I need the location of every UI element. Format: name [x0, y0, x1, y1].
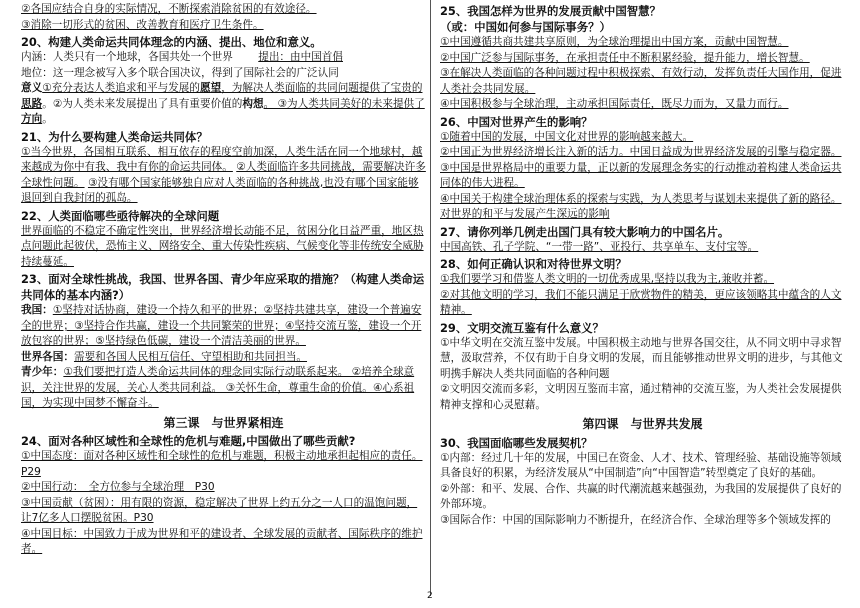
question-23: 23、面对全球性挑战，我国、世界各国、青少年应采取的措施？（构建人类命运共同体的基本内涵?）: [21, 272, 425, 302]
question-25-subtitle: （或：中国如何参与国际事务？）: [440, 20, 611, 34]
meaning-text: 。 ③为人类共同美好的未来提供了: [263, 97, 425, 110]
answer-24-point: ①中国态度：面对各种区域性和全球性的危机与难题，积极主动地承担起相应的责任。P29: [21, 450, 423, 478]
question-20: 20、构建人类命运共同体理念的内涵、提出、地位和意义。: [21, 35, 322, 49]
answer-22: 世界面临的不稳定不确定性突出，世界经济增长动能不足，贫困分化日益严重，地区热点问题此起彼伏，恐怖主义、网络安全、重大传染性疾病、气候变化等非传统安全威胁持续蔓延。: [21, 224, 424, 268]
answer-25-point: ①中国遵循共商共建共享原则，为全球治理提出中国方案，贡献中国智慧。: [440, 36, 789, 48]
right-column: [440, 2, 845, 528]
answer-line: ③消除一切形式的贫困、改善教育和医疗卫生条件。: [21, 18, 264, 31]
answer-25-point: ④中国积极参与全球治理，主动承担国际责任，既尽力而为，又量力而行。: [440, 98, 789, 110]
answer-26-point: ④中国关于构建全球治理体系的探索与实践，为人类思考与谋划未来提供了新的路径。对世界的和平与发展产生深远的影响: [440, 192, 842, 220]
answer-23-youth: [21, 365, 426, 412]
question-21: 21、为什么要构建人类命运共同体？: [21, 129, 208, 144]
section-title-lesson-3: 第三课 与世界紧相连: [163, 415, 284, 430]
answer-24-point: ④中国目标：中国致力于成为世界和平的建设者、全球发展的贡献者、国际秩序的维护者。: [21, 527, 423, 555]
meaning-label: 意义: [21, 82, 43, 94]
answer-23-china: [21, 303, 426, 350]
answer-20-meaning: [21, 81, 426, 128]
answer-label: 我国：: [21, 304, 53, 316]
question-24: 24、面对各种区域性和全球性的危机与难题,中国做出了哪些贡献?: [21, 434, 356, 448]
answer-30-point: ③国际合作：中国的国际影响力不断提升，在经济合作、全球治理等多个领域发挥的: [440, 513, 831, 526]
meaning-text: 。: [42, 113, 53, 125]
answer-24-point: ②中国行动： 全方位参与全球治理 P30: [21, 481, 215, 493]
question-29: 29、文明交流互鉴有什么意义？: [440, 320, 604, 335]
answer-23-youth-text: ①我们要把打造人类命运共同体的理念同实际行动联系起来。 ②培养全球意识，关注世界的发展，关心人类共同利益。 ③关怀生命，尊重生命的价值。④心系祖国，为实现中国梦不懈奋斗。: [21, 366, 415, 409]
answer-26-point: ①随着中国的发展，中国文化对世界的影响越来越大。: [440, 130, 694, 143]
answer-30-point: ①内部：经过几十年的发展，中国已在资金、人才、技术、管理经验、基础设施等领域具备良好的积累，为经济发展从“中国制造”向“中国智造”转型奠定了良好的基础。: [440, 451, 842, 479]
answer-23-world-text: 需要和各国人民相互信任、守望相助和共同担当。: [73, 350, 308, 363]
answer-26-point: ③中国是世界格局中的重要力量，正以新的发展理念务实的行动推动着构建人类命运共同体的伟大进程。: [440, 161, 842, 189]
answer-30-point: ②外部：和平、发展、合作、共赢的时代潮流越来越强劲，为我国的发展提供了良好的外部环境。: [440, 482, 842, 510]
answer-25-point: ②中国广泛参与国际事务，在承担责任中不断积累经验，提升能力，增长智慧。: [440, 51, 810, 64]
answer-23-china-text: ①坚持对话协商，建设一个持久和平的世界；②坚持共建共享，建设一个普遍安全的世界；③坚持合作共赢，建设一个共同繁荣的世界；④坚持交流互鉴，建设一个开放包容的世界；⑤坚持绿色低碳，建设一个清洁美丽的世界。: [21, 304, 422, 347]
column-divider: [430, 0, 431, 596]
section-title-lesson-4: 第四课 与世界共发展: [582, 417, 703, 431]
question-30: 30、我国面临哪些发展契机？: [440, 435, 593, 450]
meaning-text: 。②为人类未来发展提出了具有重要价值的: [42, 97, 243, 110]
answer-21-point: ②人类面临许多共同挑战，需要解决许多全球性问题。: [21, 161, 426, 189]
answer-26-point: ②中国正为世界经济增长注入新的活力。中国日益成为世界经济发展的引擎与稳定器。: [440, 146, 842, 158]
answer-21: [21, 145, 426, 207]
answer-21-point: ①当今世界，各国相互联系、相互依存的程度空前加深，人类生活在同一个地球村，越来越成为你中有我、我中有你的命运共同体。: [21, 145, 423, 173]
answer-29-point: ①中华文明在交流互鉴中发展。中国积极主动地与世界各国交往，从不同文明中寻求智慧，汲取营养，不仅有助于自身文明的发展，而且能够推动世界文明的进步，与其他文明携手解决人类共同面临的各种问题: [440, 336, 843, 380]
page-number: 2: [427, 591, 433, 601]
answer-label: 青少年：: [21, 366, 64, 378]
answer-23-world: [21, 350, 426, 366]
question-25: 25、我国怎样为世界的发展贡献中国智慧？: [440, 4, 661, 18]
answer-28-point: ②对其他文明的学习，我们不能只满足于欣赏物件的精美，更应该领略其中蕴含的人文精神。: [440, 288, 842, 316]
answer-24-point: ③中国贡献（贫困）：用有限的资源，稳定解决了世界上约五分之一人口的温饱问题，让7亿多人口摆脱贫困。P30: [21, 496, 418, 524]
question-22: 22、人类面临哪些亟待解决的全球问题: [21, 208, 220, 223]
answer-20-connotation-text: 内涵：人类只有一个地球，各国共处一个世界: [21, 51, 233, 63]
question-28: 28、如何正确认识和对待世界文明？: [440, 257, 627, 271]
question-27: 27、请你列举几例走出国门具有较大影响力的中国名片。: [440, 224, 730, 239]
meaning-keyword: 愿望: [200, 82, 222, 94]
left-column: [21, 2, 426, 558]
meaning-keyword: 思路: [21, 97, 43, 110]
answer-20-origin-text: 提出：由中国首倡: [258, 51, 343, 63]
meaning-keyword: 方向: [21, 113, 43, 125]
answer-21-point: ③没有哪个国家能够独自应对人类面临的各种挑战,也没有哪个国家能够退回到自我封闭的孤岛。: [21, 176, 419, 204]
meaning-keyword: 构想: [242, 97, 264, 110]
question-26: 26、中国对世界产生的影响？: [440, 114, 593, 129]
answer-line: ②各国应结合自身的实际情况，不断探索消除贫困的有效途径。: [21, 3, 317, 15]
meaning-text: ①充分表达人类追求和平与发展的: [42, 82, 200, 94]
answer-20-status: 地位：这一理念被写入多个联合国决议，得到了国际社会的广泛认同: [21, 66, 339, 79]
answer-20-connotation: [21, 50, 426, 66]
answer-27: 中国高铁、孔子学院、“一带一路”、亚投行、共享单车、支付宝等。: [440, 240, 759, 253]
answer-25-point: ③在解决人类面临的各种问题过程中积极探索、有效行动，发挥负责任大国作用，促进人类社会共同发展。: [440, 67, 842, 95]
answer-29-point: ②文明因交流而多彩，文明因互鉴而丰富，通过精神的交流互鉴，为人类社会发展提供精神支撑和心灵慰藉。: [440, 383, 842, 411]
answer-label: 世界各国：: [21, 350, 74, 363]
answer-28-point: ①我们要学习和借鉴人类文明的一切优秀成果,坚持以我为主,兼收并蓄。: [440, 273, 775, 285]
meaning-text: ，为解决人类面临的共同问题提供了宝贵的: [221, 82, 423, 94]
